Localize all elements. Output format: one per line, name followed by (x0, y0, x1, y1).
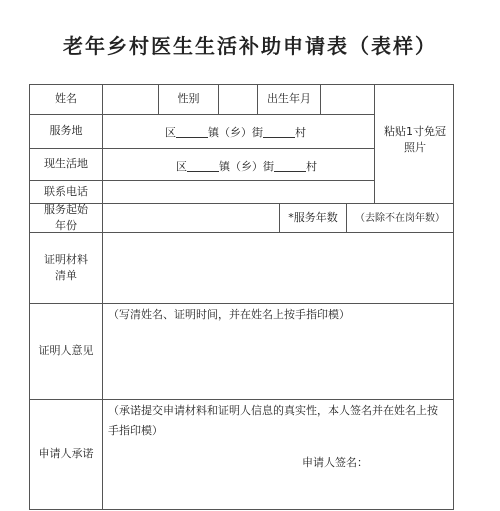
name-field[interactable] (103, 85, 158, 114)
village-label: 村 (295, 126, 306, 139)
name-label: 姓名 (55, 92, 77, 106)
phone-field[interactable] (103, 181, 374, 203)
residence-address[interactable] (176, 158, 317, 174)
village-blank (263, 126, 295, 138)
form-title: 老年乡村医生生活补助申请表（表样） (63, 34, 437, 58)
photo-placeholder: 粘贴1寸免冠照片 (384, 124, 446, 154)
proof-materials-label: 证明材料清单 (44, 252, 88, 282)
table-border-right (453, 84, 454, 510)
gender-field[interactable] (219, 85, 257, 114)
gender-label: 性别 (177, 92, 200, 106)
birth-month-field[interactable] (321, 85, 374, 114)
service-start-year-label: 服务起始年份 (44, 202, 88, 232)
town-blank (176, 126, 208, 138)
town-blank (187, 160, 219, 172)
applicant-commitment-text: （承诺提交申请材料和证明人信息的真实性，本人签名并在姓名上按手指印模） (108, 404, 438, 437)
residence-label: 现生活地 (44, 157, 88, 171)
district-label: 区 (176, 160, 187, 173)
service-years-label: *服务年数 (288, 210, 338, 224)
district-label: 区 (165, 126, 176, 139)
service-years-note: （去除不在岗年数） (355, 212, 445, 224)
birth-month-label: 出生年月 (267, 92, 311, 106)
applicant-commitment-label: 申请人承诺 (38, 447, 94, 461)
phone-label: 联系电话 (44, 184, 88, 198)
village-label: 村 (306, 160, 317, 173)
table-border-bottom (29, 509, 454, 510)
service-area-address[interactable] (165, 124, 306, 140)
witness-opinion-label: 证明人意见 (38, 344, 94, 358)
service-start-year-field[interactable] (103, 204, 279, 232)
town-label: 镇（乡）街 (219, 160, 274, 173)
proof-materials-field[interactable] (103, 233, 453, 303)
photo-column-divider (374, 84, 375, 203)
village-blank (274, 160, 306, 172)
applicant-signature-label[interactable]: 申请人签名： (302, 456, 368, 469)
service-area-label: 服务地 (49, 124, 83, 138)
witness-opinion-hint: （写清姓名、证明时间，并在姓名上按手指印模） (108, 308, 350, 321)
town-label: 镇（乡）街 (208, 126, 263, 139)
